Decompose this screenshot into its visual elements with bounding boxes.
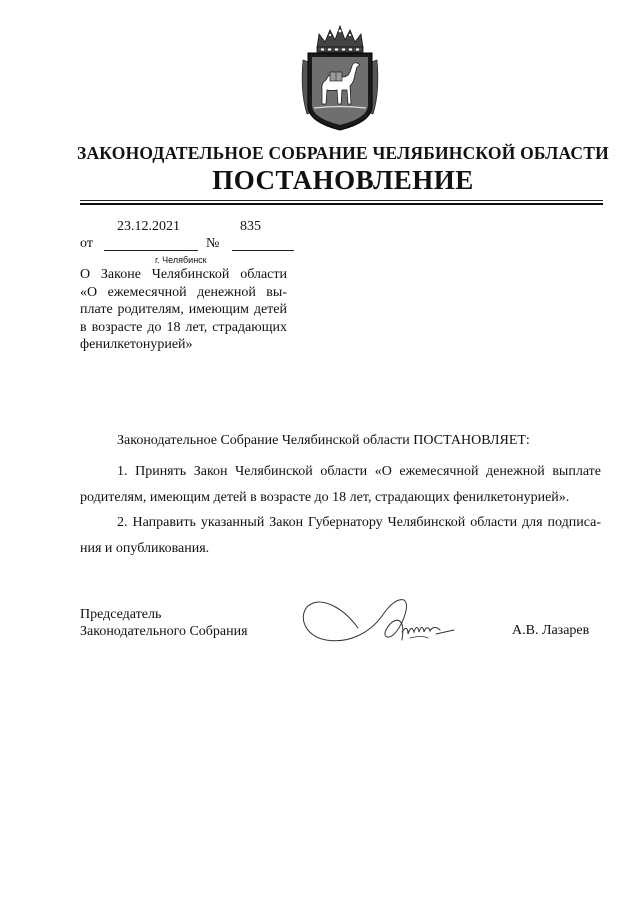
resolution-intro [80, 428, 601, 454]
date-prefix-label: от [80, 236, 93, 251]
subject-line: в возрасте до 18 лет, страдающих [80, 319, 287, 335]
subject-line: плате родителям, имеющим детей [80, 302, 287, 317]
item-2-line-1: 2. Направить указанный Закон Губернатору Челябинской области для подписа- [117, 515, 601, 530]
document-number: 835 [240, 219, 261, 234]
signer-name: А.В. Лазарев [512, 623, 590, 638]
resolution-item-2 [80, 510, 601, 562]
item-2-line-2: ния и опубликования. [80, 541, 210, 556]
position-line-1: Председатель [80, 607, 162, 622]
header-divider-thin [80, 200, 603, 201]
signatory-position [80, 606, 248, 640]
subject-line: фенилкетонурией» [80, 337, 193, 352]
resolution-item-1 [80, 459, 601, 511]
number-underline [232, 250, 294, 251]
document-type-title: ПОСТАНОВЛЕНИЕ [212, 165, 474, 195]
organization-title: ЗАКОНОДАТЕЛЬНОЕ СОБРАНИЕ ЧЕЛЯБИНСКОЙ ОБЛАСТИ [77, 143, 609, 163]
item-2-paragraph [80, 510, 601, 562]
coat-of-arms-icon [297, 22, 383, 134]
intro-paragraph: Законодательное Собрание Челябинской области ПОСТАНОВЛЯЕТ: [117, 433, 530, 448]
handwritten-signature-icon [298, 594, 470, 650]
document-date: 23.12.2021 [117, 219, 180, 234]
position-line-2: Законодательного Собрания [80, 624, 248, 639]
item-1-line-1: 1. Принять Закон Челябинской области «О ежемесячной денежной выплате [117, 464, 601, 479]
issue-city: г. Челябинск [155, 255, 207, 265]
date-underline [104, 250, 198, 251]
header-divider-thick [80, 203, 603, 205]
document-subject [80, 266, 287, 354]
number-sign-label: № [206, 236, 220, 251]
subject-line: О Законе Челябинской области [80, 267, 287, 282]
item-1-paragraph [80, 459, 601, 511]
subject-line: «О ежемесячной денежной вы- [80, 284, 287, 300]
item-1-line-2: родителям, имеющим детей в возрасте до 18 лет, страдающих фенилкетонурией». [80, 490, 570, 505]
